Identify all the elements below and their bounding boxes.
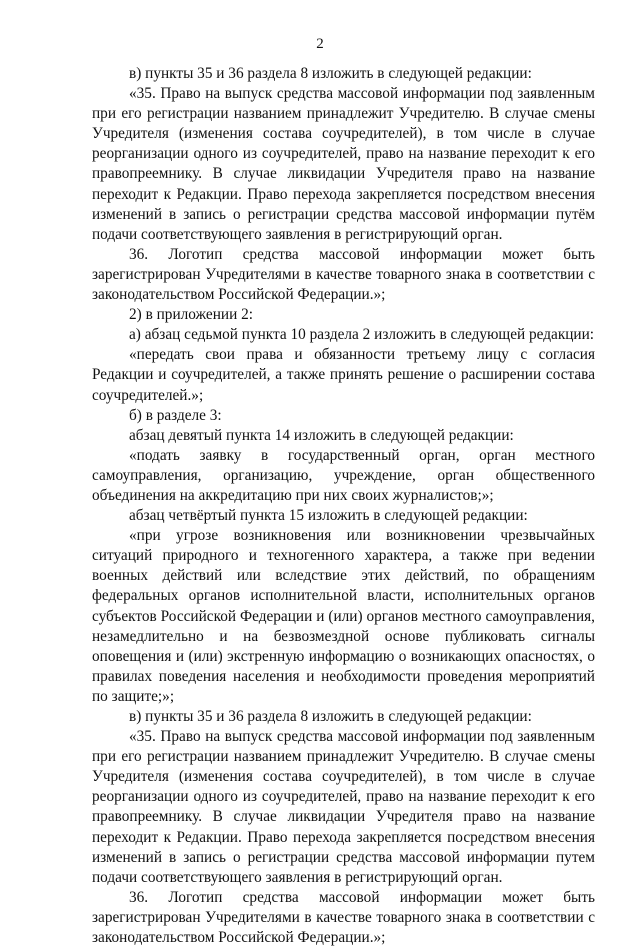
- paragraph-transfer-rights: «передать свои права и обязанности третьему лицу с согласия Редакции и соучредителей, а также принять решение о расширении состава соучредителей.»;: [92, 346, 595, 404]
- paragraph-appendix-2-heading: 2) в приложении 2:: [129, 306, 253, 324]
- paragraph-accreditation: «подать заявку в государственный орган, орган местного самоуправления, организацию, учреждение, орган общественного объединения на аккредитацию при них своих журналистов;»;: [92, 446, 595, 504]
- paragraph-item-a-heading: а) абзац седьмой пункта 10 раздела 2 изложить в следующей редакции:: [129, 326, 595, 344]
- paragraph-item-v-heading: в) пункты 35 и 36 раздела 8 изложить в следующей редакции:: [129, 65, 532, 82]
- paragraph-emergency: «при угрозе возникновения или возникновении чрезвычайных ситуаций природного и техногенного характера, а также при ведении военных действий или вследствие этих действий, по обращениям федеральных органов исполнительной власти, исполнительных органов субъектов Российской Федерации и (или) органов местного самоуправления, незамедлительно и на безвозмездной основе публиковать сигналы оповещения и (или) экстренную информацию о возникающих опасностях, о правилах поведения населения и необходимости проведения мероприятий по защите;»;: [92, 527, 595, 705]
- paragraph-point-14-heading: абзац девятый пункта 14 изложить в следующей редакции:: [129, 426, 514, 444]
- paragraph-point-36: 36. Логотип средства массовой информации может быть зарегистрирован Учредителями в качестве товарного знака в соответствии с законодательством Российской Федерации.»;: [92, 245, 595, 304]
- paragraph-point-35: «35. Право на выпуск средства массовой информации под заявленным при его регистрации названием принадлежит Учредителю. В случае смены Учредителя (изменения состава соучредителей), в том числе в случае реорганизации одного из соучредителей, право на название переходит к его правопреемнику. В случае ликвидации Учредителя право на название переходит к Редакции. Право перехода закрепляется посредством внесения изменений в запись о регистрации средства массовой информации путём подачи соответствующего заявления в регистрирующий орган.: [92, 85, 595, 243]
- paragraph-section-3-heading: б) в разделе 3:: [129, 406, 222, 424]
- paragraph-point-35-2: «35. Право на выпуск средства массовой информации под заявленным при его регистрации названием принадлежит Учредителю. В случае смены Учредителя (изменения состава соучредителей), в том числе в случае реорганизации одного из соучредителей, право на название переходит к его правопреемнику. В случае ликвидации Учредителя право на название переходит к Редакции. Право перехода закрепляется посредством внесения изменений в запись о регистрации средства массовой информации путем подачи соответствующего заявления в регистрирующий орган.: [92, 728, 595, 886]
- paragraph-point-36-2: 36. Логотип средства массовой информации может быть зарегистрирован Учредителями в качестве товарного знака в соответствии с законодательством Российской Федерации.»;: [92, 888, 595, 947]
- paragraph-point-15-heading: абзац четвёртый пункта 15 изложить в следующей редакции:: [129, 507, 528, 525]
- document-body: [92, 64, 595, 948]
- paragraph-item-v-heading-2: в) пункты 35 и 36 раздела 8 изложить в следующей редакции:: [129, 708, 532, 725]
- page-number: 2: [316, 36, 324, 52]
